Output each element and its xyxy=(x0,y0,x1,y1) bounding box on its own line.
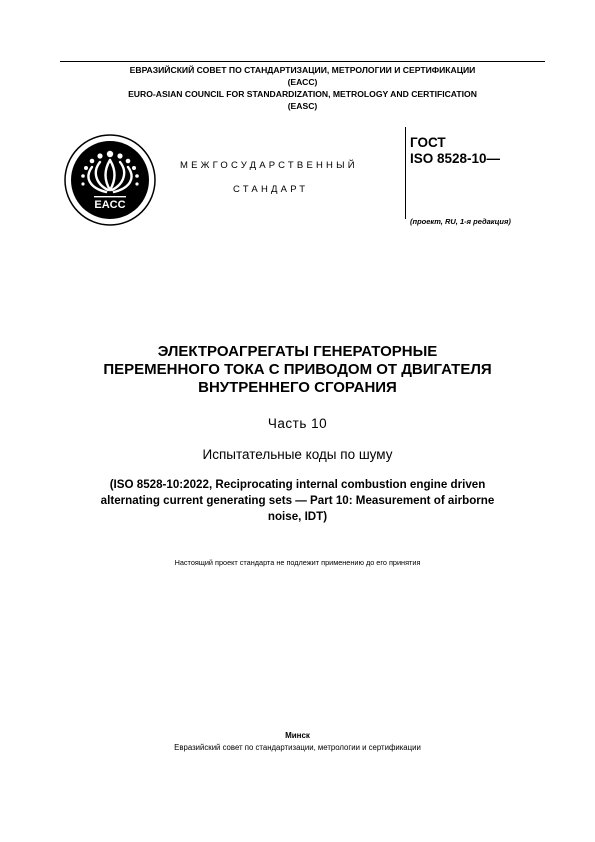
easc-emblem-icon xyxy=(64,134,156,226)
iso-reference-line: (ISO 8528-10:2022, Reciprocating internal combustion engine driven xyxy=(109,478,486,491)
council-name-en: EURO-ASIAN COUNCIL FOR STANDARDIZATION, METROLOGY AND CERTIFICATION xyxy=(128,89,477,99)
title-line: ЭЛЕКТРОАГРЕГАТЫ ГЕНЕРАТОРНЫЕ xyxy=(157,343,438,360)
header-rule xyxy=(60,61,545,62)
standard-type-line2: СТАНДАРТ xyxy=(233,184,309,195)
publication-city: Минск xyxy=(285,731,310,740)
council-name-ru: ЕВРАЗИЙСКИЙ СОВЕТ ПО СТАНДАРТИЗАЦИИ, МЕТРОЛОГИИ И СЕРТИФИКАЦИИ xyxy=(129,65,476,75)
document-title xyxy=(70,343,525,397)
iso-reference-line: noise, IDT) xyxy=(267,510,328,523)
gost-label: ГОСТ xyxy=(410,135,446,150)
draft-note: (проект, RU, 1-я редакция) xyxy=(410,217,511,226)
logo-text: EACC xyxy=(94,199,126,211)
title-line: ПЕРЕМЕННОГО ТОКА С ПРИВОДОМ ОТ ДВИГАТЕЛЯ xyxy=(103,361,492,378)
council-header xyxy=(60,64,545,112)
part-number: Часть 10 xyxy=(267,416,328,431)
council-abbr-en: (EASC) xyxy=(287,101,318,111)
standard-type-line1: МЕЖГОСУДАРСТВЕННЫЙ xyxy=(180,160,358,171)
iso-reference-line: alternating current generating sets — Part 10: Measurement of airborne xyxy=(100,494,495,507)
council-abbr-ru: (ЕАСС) xyxy=(287,77,318,87)
title-line: ВНУТРЕННЕГО СГОРАНИЯ xyxy=(198,379,397,396)
applicability-note: Настоящий проект стандарта не подлежит применению до его принятия xyxy=(174,558,421,567)
iso-reference xyxy=(55,477,540,525)
publisher-name: Евразийский совет по стандартизации, метрологии и сертификации xyxy=(174,743,421,752)
standard-number: ISO 8528-10— xyxy=(410,151,501,166)
part-subtitle: Испытательные коды по шуму xyxy=(202,447,393,462)
